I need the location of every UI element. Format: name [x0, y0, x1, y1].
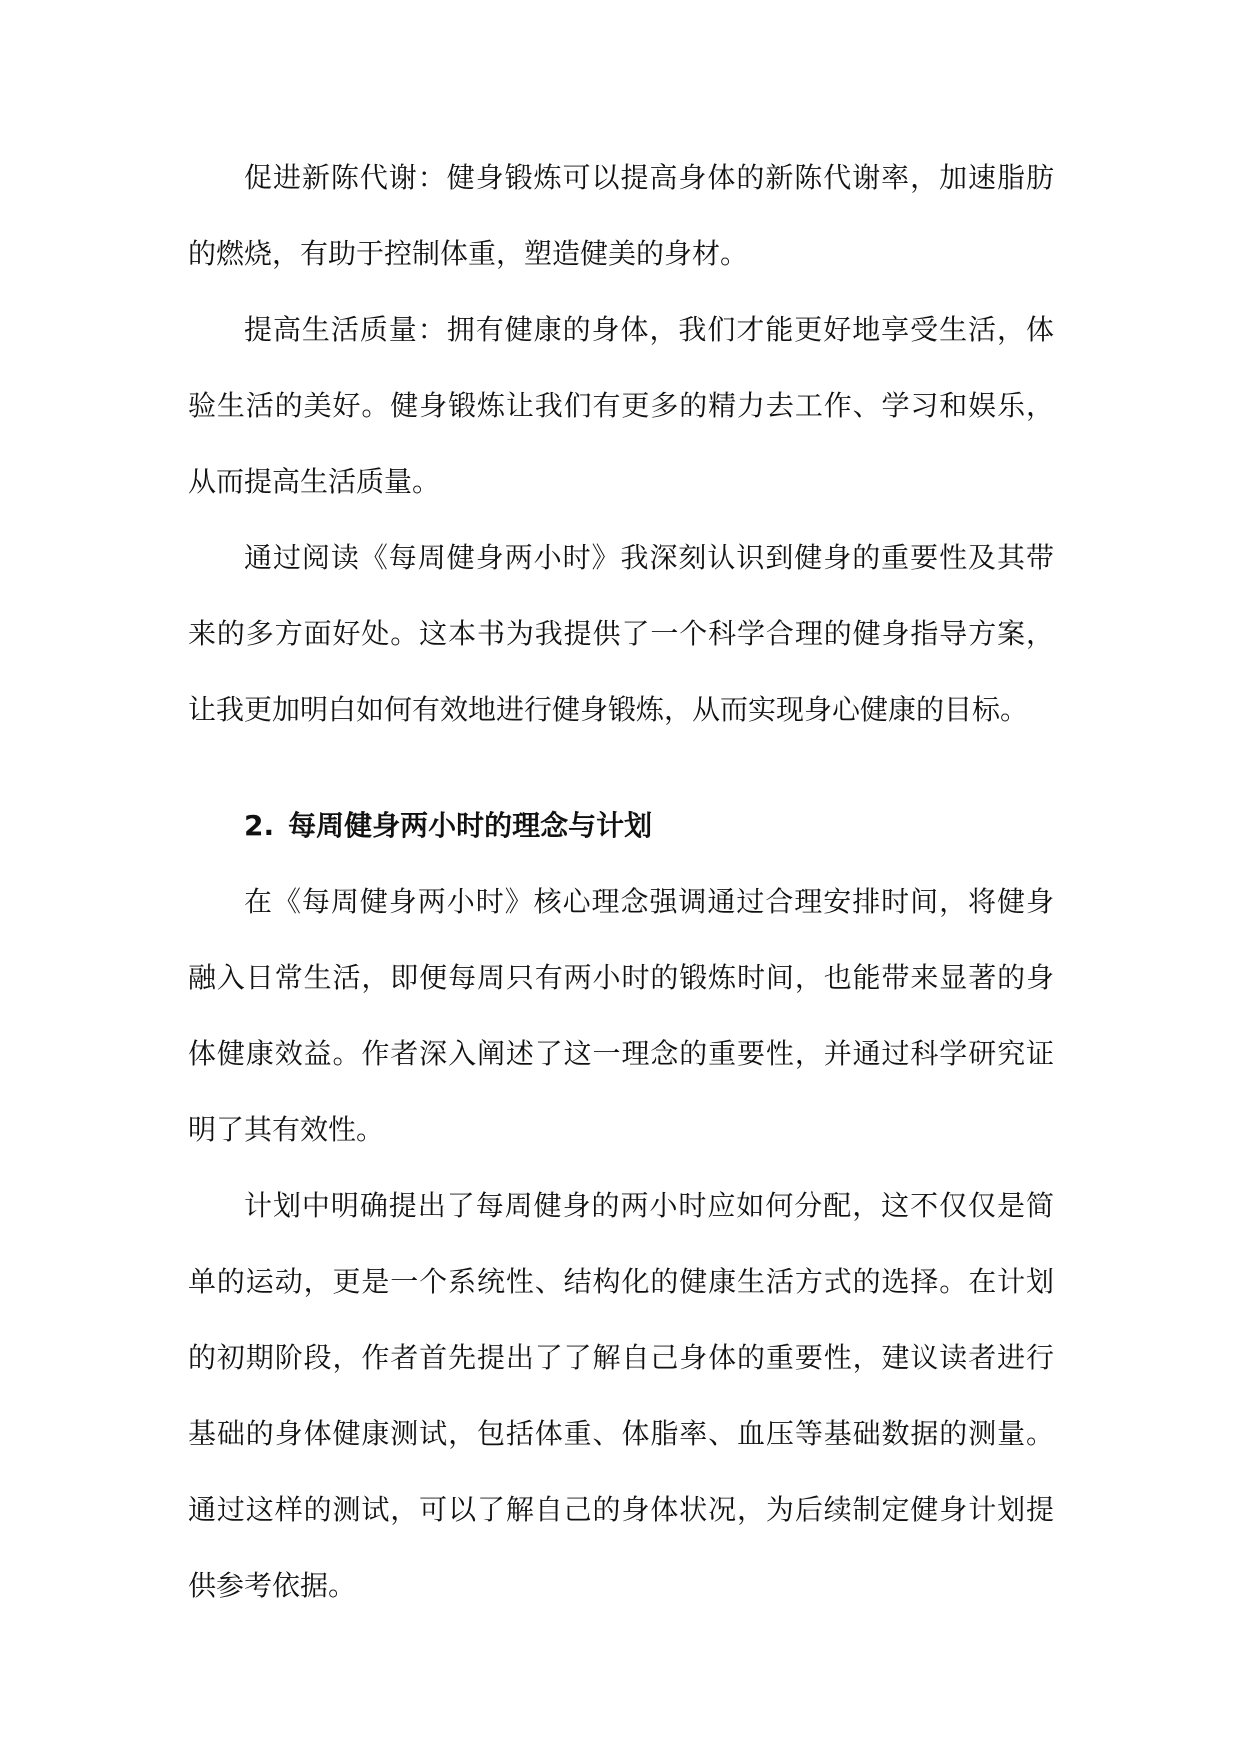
paragraph-book-reflection: 通过阅读《每周健身两小时》我深刻认识到健身的重要性及其带来的多方面好处。这本书为我提供了一个科学合理的健身指导方案，让我更加明白如何有效地进行健身锻炼，从而实现身心健康的目标。 — [188, 541, 1054, 726]
paragraph-metabolism: 促进新陈代谢：健身锻炼可以提高身体的新陈代谢率，加速脂肪的燃烧，有助于控制体重，塑造健美的身材。 — [188, 161, 1054, 270]
paragraph-plan-details: 计划中明确提出了每周健身的两小时应如何分配，这不仅仅是简单的运动，更是一个系统性、结构化的健康生活方式的选择。在计划的初期阶段，作者首先提出了了解自己身体的重要性，建议读者进行基础的身体健康测试，包括体重、体脂率、血压等基础数据的测量。通过这样的测试，可以了解自己的身体状况，为后续制定健身计划提供参考依据。 — [188, 1189, 1054, 1602]
section-number: 2. — [244, 809, 275, 842]
section-title: 每周健身两小时的理念与计划 — [288, 809, 653, 842]
section-heading — [188, 788, 1054, 864]
document-body — [188, 140, 1054, 1624]
paragraph-quality-of-life: 提高生活质量：拥有健康的身体，我们才能更好地享受生活，体验生活的美好。健身锻炼让我们有更多的精力去工作、学习和娱乐，从而提高生活质量。 — [188, 313, 1054, 498]
paragraph-core-concept: 在《每周健身两小时》核心理念强调通过合理安排时间，将健身融入日常生活，即便每周只有两小时的锻炼时间，也能带来显著的身体健康效益。作者深入阐述了这一理念的重要性，并通过科学研究证明了其有效性。 — [188, 885, 1054, 1146]
